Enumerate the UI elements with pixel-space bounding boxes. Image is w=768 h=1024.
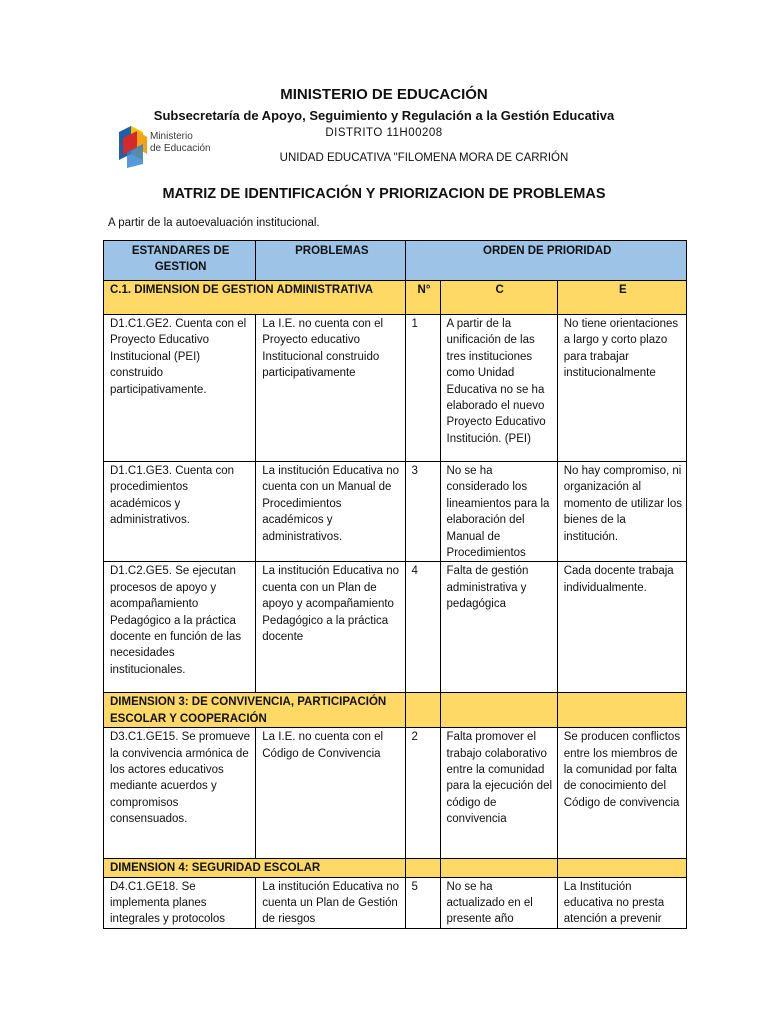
table-row <box>104 315 687 462</box>
logo-line-2: de Educación <box>150 143 211 154</box>
problema-cell: La I.E. no cuenta con el Proyecto educativo Institucional construido participativamente <box>256 315 406 462</box>
matrix-title: MATRIZ DE IDENTIFICACIÓN Y PRIORIZACION DE PROBLEMAS <box>162 186 606 202</box>
problema-cell: La institución Educativa no cuenta un Plan de Gestión de riesgos <box>256 877 406 928</box>
subsecretaria-title: Subsecretaría de Apoyo, Seguimiento y Regulación a la Gestión Educativa <box>153 108 615 123</box>
efecto-cell: La Institución educativa no presta atención a prevenir <box>557 877 686 928</box>
header-orden-prioridad: ORDEN DE PRIORIDAD <box>406 241 687 281</box>
problema-cell: La institución Educativa no cuenta con un Plan de apoyo y acompañamiento Pedagógico a la práctica docente <box>256 562 406 693</box>
causa-cell: A partir de la unificación de las tres instituciones como Unidad Educativa no se ha elaborado el nuevo Proyecto Educativo Institución. (PEI) <box>440 315 557 462</box>
causa-cell: No se ha considerado los lineamientos para la elaboración del Manual de Procedimientos <box>440 462 557 562</box>
efecto-cell: Cada docente trabaja individualmente. <box>557 562 686 693</box>
dimension-3-label: DIMENSION 3: DE CONVIVENCIA, PARTICIPACIÓN ESCOLAR Y COOPERACIÓN <box>104 693 406 728</box>
causa-cell: No se ha actualizado en el presente año <box>440 877 557 928</box>
priority-number-cell: 2 <box>406 728 440 859</box>
column-n-label: N° <box>406 281 440 315</box>
table-header-row <box>104 241 687 281</box>
estandar-cell: D4.C1.GE18. Se implementa planes integrales y protocolos <box>104 877 256 928</box>
empty-cell <box>557 859 686 877</box>
header-problemas: PROBLEMAS <box>256 241 406 281</box>
problema-cell: La I.E. no cuenta con el Código de Convivencia <box>256 728 406 859</box>
distrito-label: DISTRITO 11H00208 <box>325 127 443 139</box>
empty-cell <box>557 693 686 728</box>
ministry-title: MINISTERIO DE EDUCACIÓN <box>280 86 488 103</box>
estandar-cell: D1.C1.GE3. Cuenta con procedimientos académicos y administrativos. <box>104 462 256 562</box>
problema-cell: La institución Educativa no cuenta con un Manual de Procedimientos académicos y administrativos. <box>256 462 406 562</box>
logo-text <box>150 131 211 155</box>
dimension-row <box>104 281 687 315</box>
table-row <box>104 462 687 562</box>
priority-number-cell: 1 <box>406 315 440 462</box>
dimension-row <box>104 693 687 728</box>
efecto-cell: No tiene orientaciones a largo y corto plazo para trabajar institucionalmente <box>557 315 686 462</box>
unidad-educativa-label: UNIDAD EDUCATIVA "FILOMENA MORA DE CARRIÓN <box>279 152 569 164</box>
causa-cell: Falta promover el trabajo colaborativo entre la comunidad para la ejecución del código de convivencia <box>440 728 557 859</box>
efecto-cell: No hay compromiso, ni organización al momento de utilizar los bienes de la institución. <box>557 462 686 562</box>
causa-cell: Falta de gestión administrativa y pedagógica <box>440 562 557 693</box>
priority-number-cell: 4 <box>406 562 440 693</box>
efecto-cell: Se producen conflictos entre los miembros de la comunidad por falta de conocimiento del Código de convivencia <box>557 728 686 859</box>
header-estandares: ESTANDARES DE GESTION <box>104 241 256 281</box>
priority-number-cell: 3 <box>406 462 440 562</box>
dimension-row <box>104 859 687 877</box>
logo-line-1: Ministerio <box>150 131 193 142</box>
empty-cell <box>440 693 557 728</box>
empty-cell <box>440 859 557 877</box>
table-row <box>104 877 687 928</box>
empty-cell <box>406 859 440 877</box>
priority-number-cell: 5 <box>406 877 440 928</box>
dimension-1-label: C.1. DIMENSION DE GESTION ADMINISTRATIVA <box>104 281 406 315</box>
column-c-label: C <box>440 281 557 315</box>
empty-cell <box>406 693 440 728</box>
priorization-matrix-table <box>103 240 687 929</box>
table-row <box>104 728 687 859</box>
column-e-label: E <box>557 281 686 315</box>
estandar-cell: D3.C1.GE15. Se promueve la convivencia armónica de los actores educativos mediante acuerdos y compromisos consensuados. <box>104 728 256 859</box>
estandar-cell: D1.C2.GE5. Se ejecutan procesos de apoyo y acompañamiento Pedagógico a la práctica docente en función de las necesidades institucionales. <box>104 562 256 693</box>
intro-text: A partir de la autoevaluación institucional. <box>108 217 320 229</box>
estandar-cell: D1.C1.GE2. Cuenta con el Proyecto Educativo Institucional (PEI) construido participativamente. <box>104 315 256 462</box>
dimension-4-label: DIMENSION 4: SEGURIDAD ESCOLAR <box>104 859 406 877</box>
table-row <box>104 562 687 693</box>
